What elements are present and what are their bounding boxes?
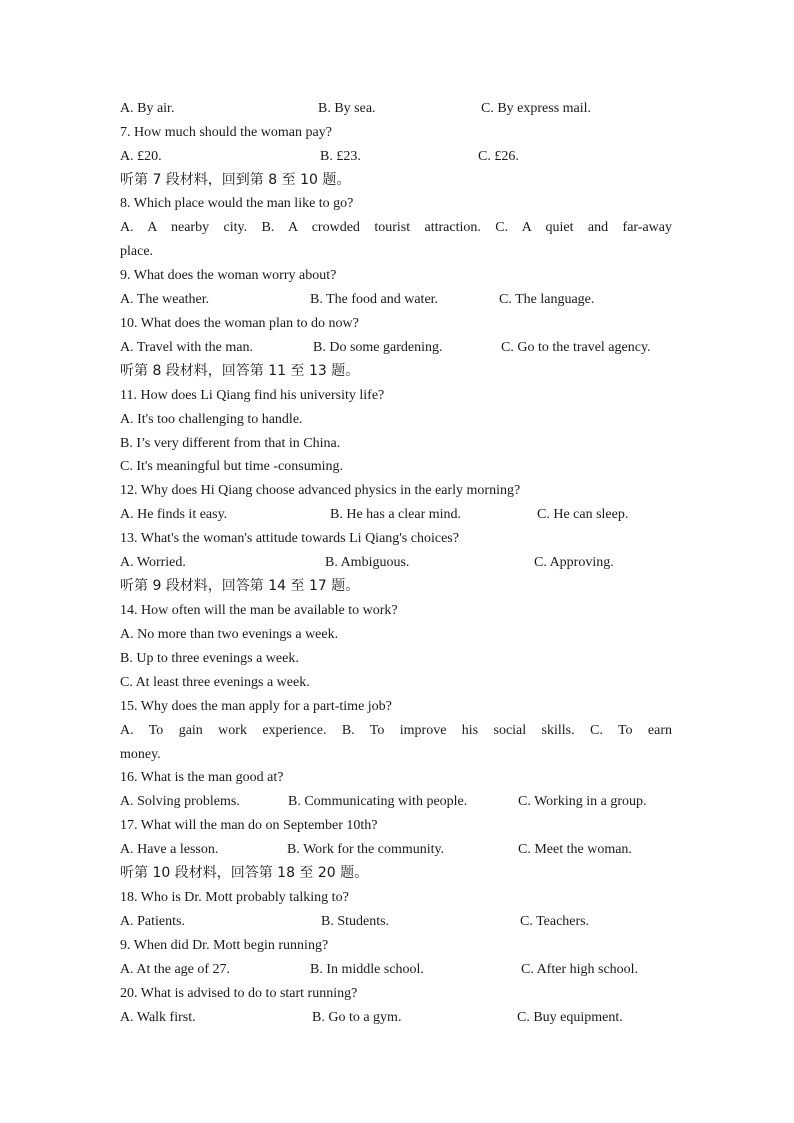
- option-a: A. He finds it easy.: [120, 507, 228, 522]
- option-a: A. By air.: [120, 101, 175, 116]
- question-16: 16. What is the man good at?: [120, 770, 284, 785]
- option-a: A. Walk first.: [120, 1010, 196, 1025]
- options-wrap-line: A. A nearby city. B. A crowded tourist attraction. C. A quiet and far-away: [120, 220, 672, 235]
- option-c: C. Teachers.: [520, 914, 590, 929]
- options-row: [120, 912, 672, 932]
- question-13: 13. What's the woman's attitude towards Li Qiang's choices?: [120, 531, 459, 546]
- option-a: A. Have a lesson.: [120, 842, 219, 857]
- option-b: B. Go to a gym.: [312, 1010, 402, 1025]
- options-row: [120, 99, 672, 119]
- options-row: [120, 505, 672, 525]
- options-row: [120, 1008, 672, 1028]
- option-b: B. In middle school.: [310, 962, 424, 977]
- option-b: B. Work for the community.: [287, 842, 445, 857]
- question-20: 20. What is advised to do to start running?: [120, 986, 358, 1001]
- question-19: 9. When did Dr. Mott begin running?: [120, 938, 329, 953]
- option-c: C. Working in a group.: [518, 794, 647, 809]
- option-c: C. £26.: [478, 149, 519, 164]
- option-c: C. Go to the travel agency.: [501, 340, 651, 355]
- question-7: 7. How much should the woman pay?: [120, 125, 332, 140]
- option-c: C. Buy equipment.: [517, 1010, 623, 1025]
- option-a: A. Worried.: [120, 555, 186, 570]
- options-wrap-line: A. To gain work experience. B. To improve his social skills. C. To earn: [120, 723, 672, 738]
- option-a: A. At the age of 27.: [120, 962, 231, 977]
- option-b: B. Students.: [321, 914, 390, 929]
- option-a: A. Patients.: [120, 914, 185, 929]
- options-row: [120, 338, 672, 358]
- section-heading: 听第 8 段材料，回答第 11 至 13 题。: [120, 363, 360, 379]
- options-row: [120, 290, 672, 310]
- option-c: C. Meet the woman.: [518, 842, 632, 857]
- option-a: A. No more than two evenings a week.: [120, 627, 339, 642]
- question-10: 10. What does the woman plan to do now?: [120, 316, 359, 331]
- option-c: C. It's meaningful but time -consuming.: [120, 459, 343, 474]
- option-a: A. Travel with the man.: [120, 340, 253, 355]
- section-heading: 听第 9 段材料，回答第 14 至 17 题。: [120, 578, 360, 594]
- options-wrap-continuation: money.: [120, 747, 161, 762]
- options-row: [120, 960, 672, 980]
- question-11: 11. How does Li Qiang find his university life?: [120, 388, 385, 403]
- option-b: B. £23.: [320, 149, 361, 164]
- options-row: [120, 792, 672, 812]
- question-9: 9. What does the woman worry about?: [120, 268, 337, 283]
- option-b: B. The food and water.: [310, 292, 439, 307]
- option-b: B. He has a clear mind.: [330, 507, 462, 522]
- option-c: C. At least three evenings a week.: [120, 675, 310, 690]
- option-c: C. The language.: [499, 292, 595, 307]
- option-a: A. Solving problems.: [120, 794, 240, 809]
- option-a: A. £20.: [120, 149, 162, 164]
- option-b: B. Communicating with people.: [288, 794, 468, 809]
- question-14: 14. How often will the man be available to work?: [120, 603, 398, 618]
- option-c: C. Approving.: [534, 555, 614, 570]
- question-17: 17. What will the man do on September 10th?: [120, 818, 378, 833]
- options-row: [120, 840, 672, 860]
- option-b: B. Ambiguous.: [325, 555, 410, 570]
- option-c: C. By express mail.: [481, 101, 592, 116]
- option-a: A. The weather.: [120, 292, 210, 307]
- options-row: [120, 147, 672, 167]
- option-b: B. Up to three evenings a week.: [120, 651, 299, 666]
- question-18: 18. Who is Dr. Mott probably talking to?: [120, 890, 349, 905]
- option-b: B. I’s very different from that in China.: [120, 436, 341, 451]
- option-c: C. After high school.: [521, 962, 639, 977]
- question-8: 8. Which place would the man like to go?: [120, 196, 354, 211]
- option-b: B. By sea.: [318, 101, 376, 116]
- option-c: C. He can sleep.: [537, 507, 629, 522]
- options-row: [120, 553, 672, 573]
- option-a: A. It's too challenging to handle.: [120, 412, 303, 427]
- question-15: 15. Why does the man apply for a part-time job?: [120, 699, 392, 714]
- section-heading: 听第 7 段材料，回到第 8 至 10 题。: [120, 172, 351, 188]
- options-wrap-continuation: place.: [120, 244, 154, 259]
- section-heading: 听第 10 段材料，回答第 18 至 20 题。: [120, 865, 369, 881]
- option-b: B. Do some gardening.: [313, 340, 443, 355]
- question-12: 12. Why does Hi Qiang choose advanced physics in the early morning?: [120, 483, 521, 498]
